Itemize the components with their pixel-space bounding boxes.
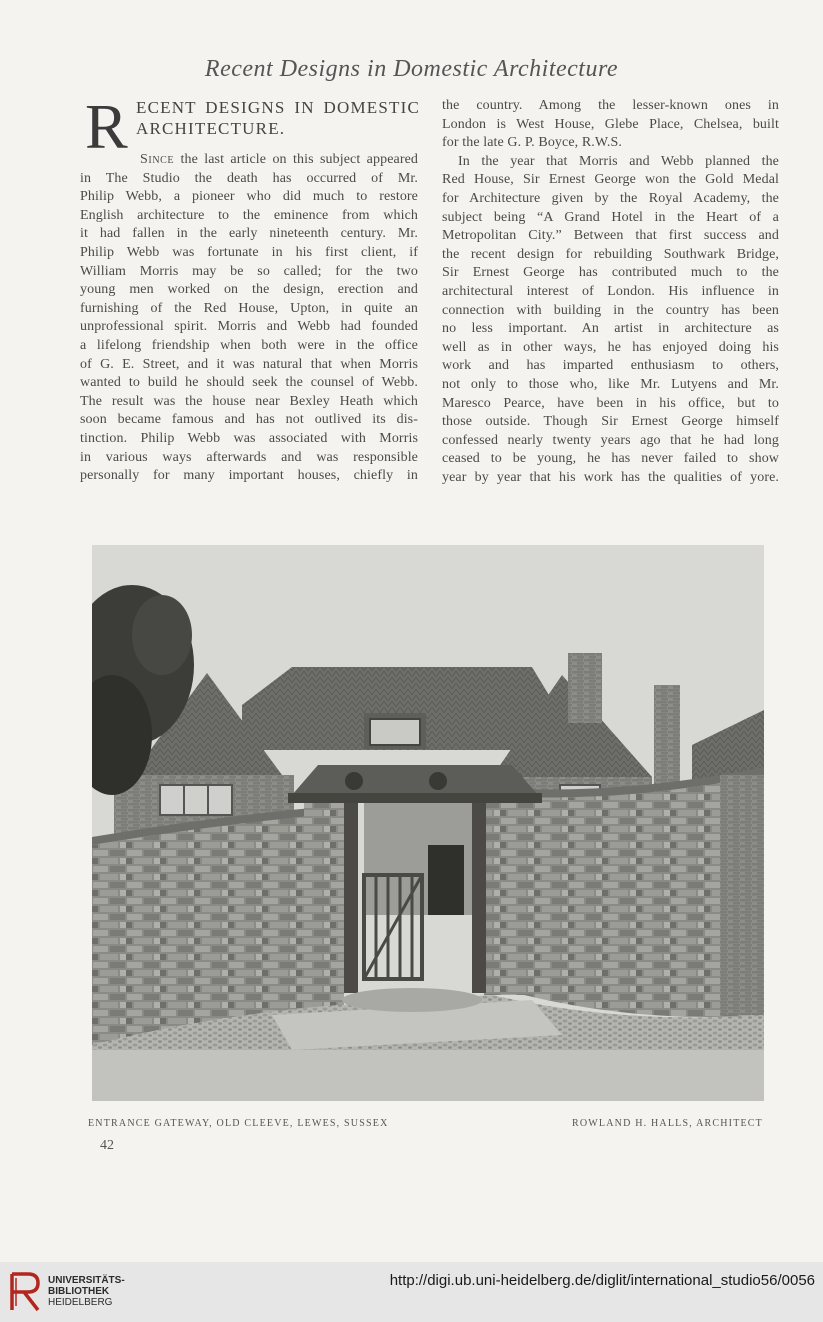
text-line: subject being “A Grand Hotel in the Heart of a [442,209,779,225]
library-name-line: BIBLIOTHEK [48,1286,110,1297]
library-logo-icon[interactable] [8,1270,44,1314]
text-line: the country. Among the lesser-known ones in [442,98,779,113]
photo-caption-title: ENTRANCE GATEWAY, OLD CLEEVE, LEWES, SUSSEX [88,1118,389,1129]
gateway-photograph [92,545,764,1101]
text-line: year by year that his work has the qualities of yore. [442,469,779,485]
text-line: Since the last article on this subject appeared [140,152,418,167]
photo-caption-architect: ROWLAND H. HALLS, ARCHITECT [571,1118,763,1129]
text-line: the recent design for rebuilding Southwark Bridge, [442,246,779,262]
text-line: it had fallen in the early nineteenth century. Mr. [80,226,418,242]
headline-line: ARCHITECTURE. [136,119,286,138]
text-line: Metropolitan City.” Between that first success and [442,228,779,244]
text-line: soon became famous and has not outlived its dis- [80,412,418,428]
text-line: wanted to build he should seek the counsel of Webb. [80,375,418,391]
text-line: young men worked on the design, erection and [80,282,418,298]
text-line: personally for many important houses, chiefly in [80,468,418,484]
photo-illustration [92,545,764,1101]
text-line: a lifelong friendship when both were in the office [80,337,418,353]
text-line: not only to those who, like Mr. Lutyens and Mr. [442,376,779,392]
text-line: Philip Webb, a pioneer who did much to restore [80,189,418,205]
library-footer-bar [0,1262,823,1322]
text-line: ceased to be young, he has never failed to show [442,451,779,467]
text-line: in The Studio the death has occurred of Mr. [80,170,418,186]
text-line: those outside. Though Sir Ernest George himself [442,414,779,430]
library-name-line: UNIVERSITÄTS- [48,1275,125,1286]
text-line: Philip Webb was fortunate in his first client, if [80,244,418,260]
text-line: In the year that Morris and Webb planned the [458,153,779,169]
running-head: Recent Designs in Domestic Architecture [204,56,619,82]
text-line: well as in other ways, he has enjoyed doing his [442,339,779,355]
text-line: unprofessional spirit. Morris and Webb had founded [80,319,418,335]
text-line: London is West House, Glebe Place, Chelsea, built [442,116,779,132]
text-line: English architecture to the eminence from which [80,207,418,223]
opening-word: Since [140,152,175,167]
text-line: Red House, Sir Ernest George won the Gold Medal [442,172,779,188]
left-column [80,91,420,486]
text-line: confessed nearly twenty years ago that he had long [442,432,779,448]
text-line: for Architecture given by the Royal Academy, the [442,190,779,206]
text-line: connection with building in the country has been [442,302,779,318]
text-line: Maresco Pearce, have been in his office, but to [442,395,779,411]
text-line: tinction. Philip Webb was associated with Morris [80,430,418,446]
headline-line: ECENT DESIGNS IN DOMESTIC [136,98,420,117]
text-line: The result was the house near Bexley Heath which [80,393,418,409]
text-line: for the late G. P. Boyce, R.W.S. [442,135,622,151]
text-line: work and has imparted enthusiasm to others, [442,358,779,374]
text-line: in various ways afterwards and was responsible [80,449,418,465]
headline-text [136,97,420,139]
right-column [442,97,779,487]
page-number: 42 [100,1138,114,1153]
text-line: architectural interest of London. His influence in [442,283,779,299]
library-name[interactable] [48,1275,125,1308]
text-line: no less important. An artist in architecture as [442,321,779,337]
library-name-line: HEIDELBERG [48,1297,113,1308]
text-line: William Morris may be so called; for the two [80,263,418,279]
text-line: Sir Ernest George has contributed much to the [442,265,779,281]
permalink-url[interactable]: http://digi.ub.uni-heidelberg.de/diglit/international_studio56/0056 [389,1272,815,1289]
drop-cap: R [85,91,128,162]
text-line: furnishing of the Red House, Upton, in quite an [80,300,418,316]
text-line: of G. E. Street, and it was natural that when Morris [80,356,418,372]
